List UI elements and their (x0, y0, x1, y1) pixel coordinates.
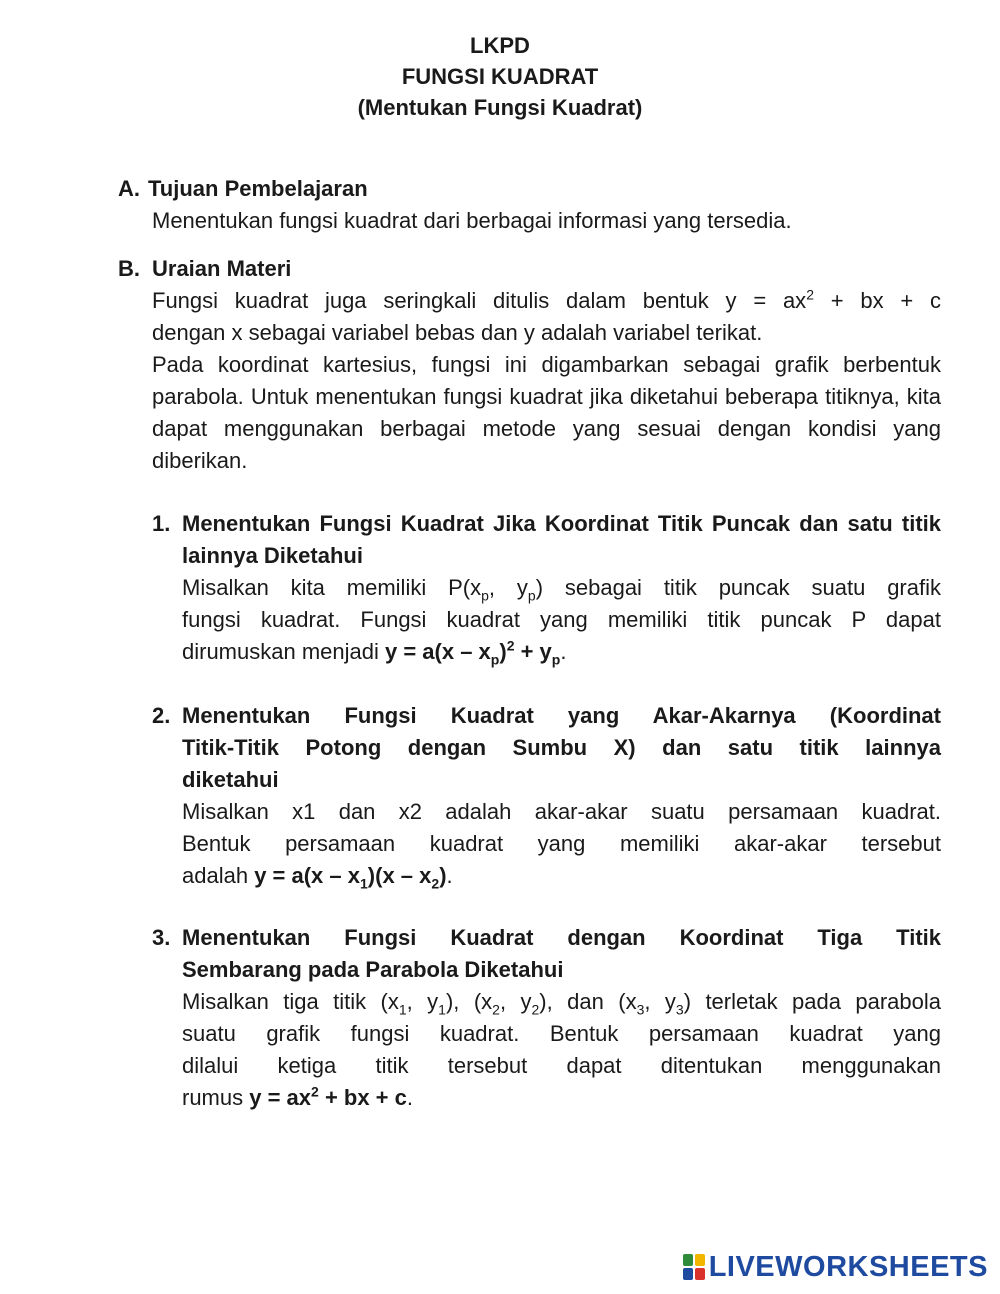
method-2-body (182, 796, 941, 892)
section-b-body (152, 285, 941, 477)
section-a-body (152, 205, 941, 237)
method-3-line3: dilalui ketiga titik tersebut dapat ditentukan menggunakan (182, 1053, 941, 1078)
liveworksheets-wordmark: LIVEWORKSHEETS (708, 1250, 988, 1283)
method-3-number: 3. (152, 925, 171, 950)
section-b-p1-line2: dengan x sebagai variabel bebas dan y adalah variabel terikat. (152, 320, 763, 345)
method-2-number: 2. (152, 703, 171, 728)
method-1-formula: $y = a(x - x_p)^2 + y_p$ (384, 637, 561, 668)
method-3-title: Menentukan Fungsi Kuadrat dengan Koordinat Tiga Titik Sembarang pada Parabola Diketahui (182, 925, 941, 982)
section-b-title: Uraian Materi (152, 256, 292, 281)
method-1-line2: fungsi kuadrat. Fungsi kuadrat yang memiliki titik puncak P dapat (182, 607, 941, 632)
method-1-body (182, 572, 941, 668)
method-3-line1: Misalkan tiga titik ($x_1$, $y_1$), ($x_2$, $y_2$), dan ($x_3$, $y_3$) terletak pada parabola (182, 989, 941, 1018)
method-1-number: 1. (152, 511, 171, 536)
method-3-body (182, 986, 941, 1114)
method-2-formula: $y = a(x - x_1)(x - x_2)$ (254, 863, 447, 892)
section-b-heading (118, 253, 941, 285)
section-a (118, 173, 941, 237)
section-b-p1-line1: Fungsi kuadrat juga seringkali ditulis dalam bentuk $y = ax^2$ + bx + c (152, 286, 941, 313)
section-b (118, 253, 941, 477)
section-a-letter: A. (118, 176, 140, 201)
method-2-title: Menentukan Fungsi Kuadrat yang Akar-Akarnya (Koordinat Titik-Titik Potong dengan Sumbu X) dan satu titik lainnya diketahui (182, 703, 941, 792)
method-1 (152, 508, 941, 668)
section-b-letter: B. (118, 256, 140, 281)
section-a-heading (118, 173, 941, 205)
header-lkpd: LKPD (470, 33, 530, 58)
method-3-line4: rumus $y = ax^2$ + bx + c. (182, 1083, 414, 1110)
header-subtitle: (Mentukan Fungsi Kuadrat) (357, 95, 643, 120)
method-3-line2: suatu grafik fungsi kuadrat. Bentuk persamaan kuadrat yang (182, 1021, 941, 1046)
method-1-title: Menentukan Fungsi Kuadrat Jika Koordinat Titik Puncak dan satu titik lainnya Diketahui (182, 511, 941, 568)
method-2-line2: Bentuk persamaan kuadrat yang memiliki akar-akar tersebut (182, 831, 941, 856)
document-header (0, 30, 1000, 123)
header-title: FUNGSI KUADRAT (401, 64, 599, 89)
method-2-line3: adalah $y = a(x - x_1)(x - x_2)$. (182, 863, 453, 892)
section-a-title: Tujuan Pembelajaran (148, 176, 368, 201)
method-1-line3: dirumuskan menjadi $y = a(x - x_p)^2 + y_p$. (182, 637, 567, 668)
method-2-line1: Misalkan x1 dan x2 adalah akar-akar suatu persamaan kuadrat. (182, 799, 941, 824)
method-1-line1: Misalkan kita memiliki $P(x_p$, $y_p$) sebagai titik puncak suatu grafik (182, 575, 941, 604)
liveworksheets-mark-icon (683, 1254, 705, 1280)
method-3 (152, 922, 941, 1114)
method-3-formula: $y = ax^2$ + bx + c (249, 1083, 407, 1110)
section-a-text: Menentukan fungsi kuadrat dari berbagai informasi yang tersedia. (152, 208, 792, 233)
liveworksheets-logo (683, 1252, 988, 1282)
method-2 (152, 700, 941, 892)
section-b-p2: Pada koordinat kartesius, fungsi ini digambarkan sebagai grafik berbentuk parabola. Untuk menentukan fungsi kuadrat jika diketahui beberapa titiknya, kita dapat menggunakan berbagai metode yang sesuai dengan kondisi yang diberikan. (152, 352, 941, 473)
